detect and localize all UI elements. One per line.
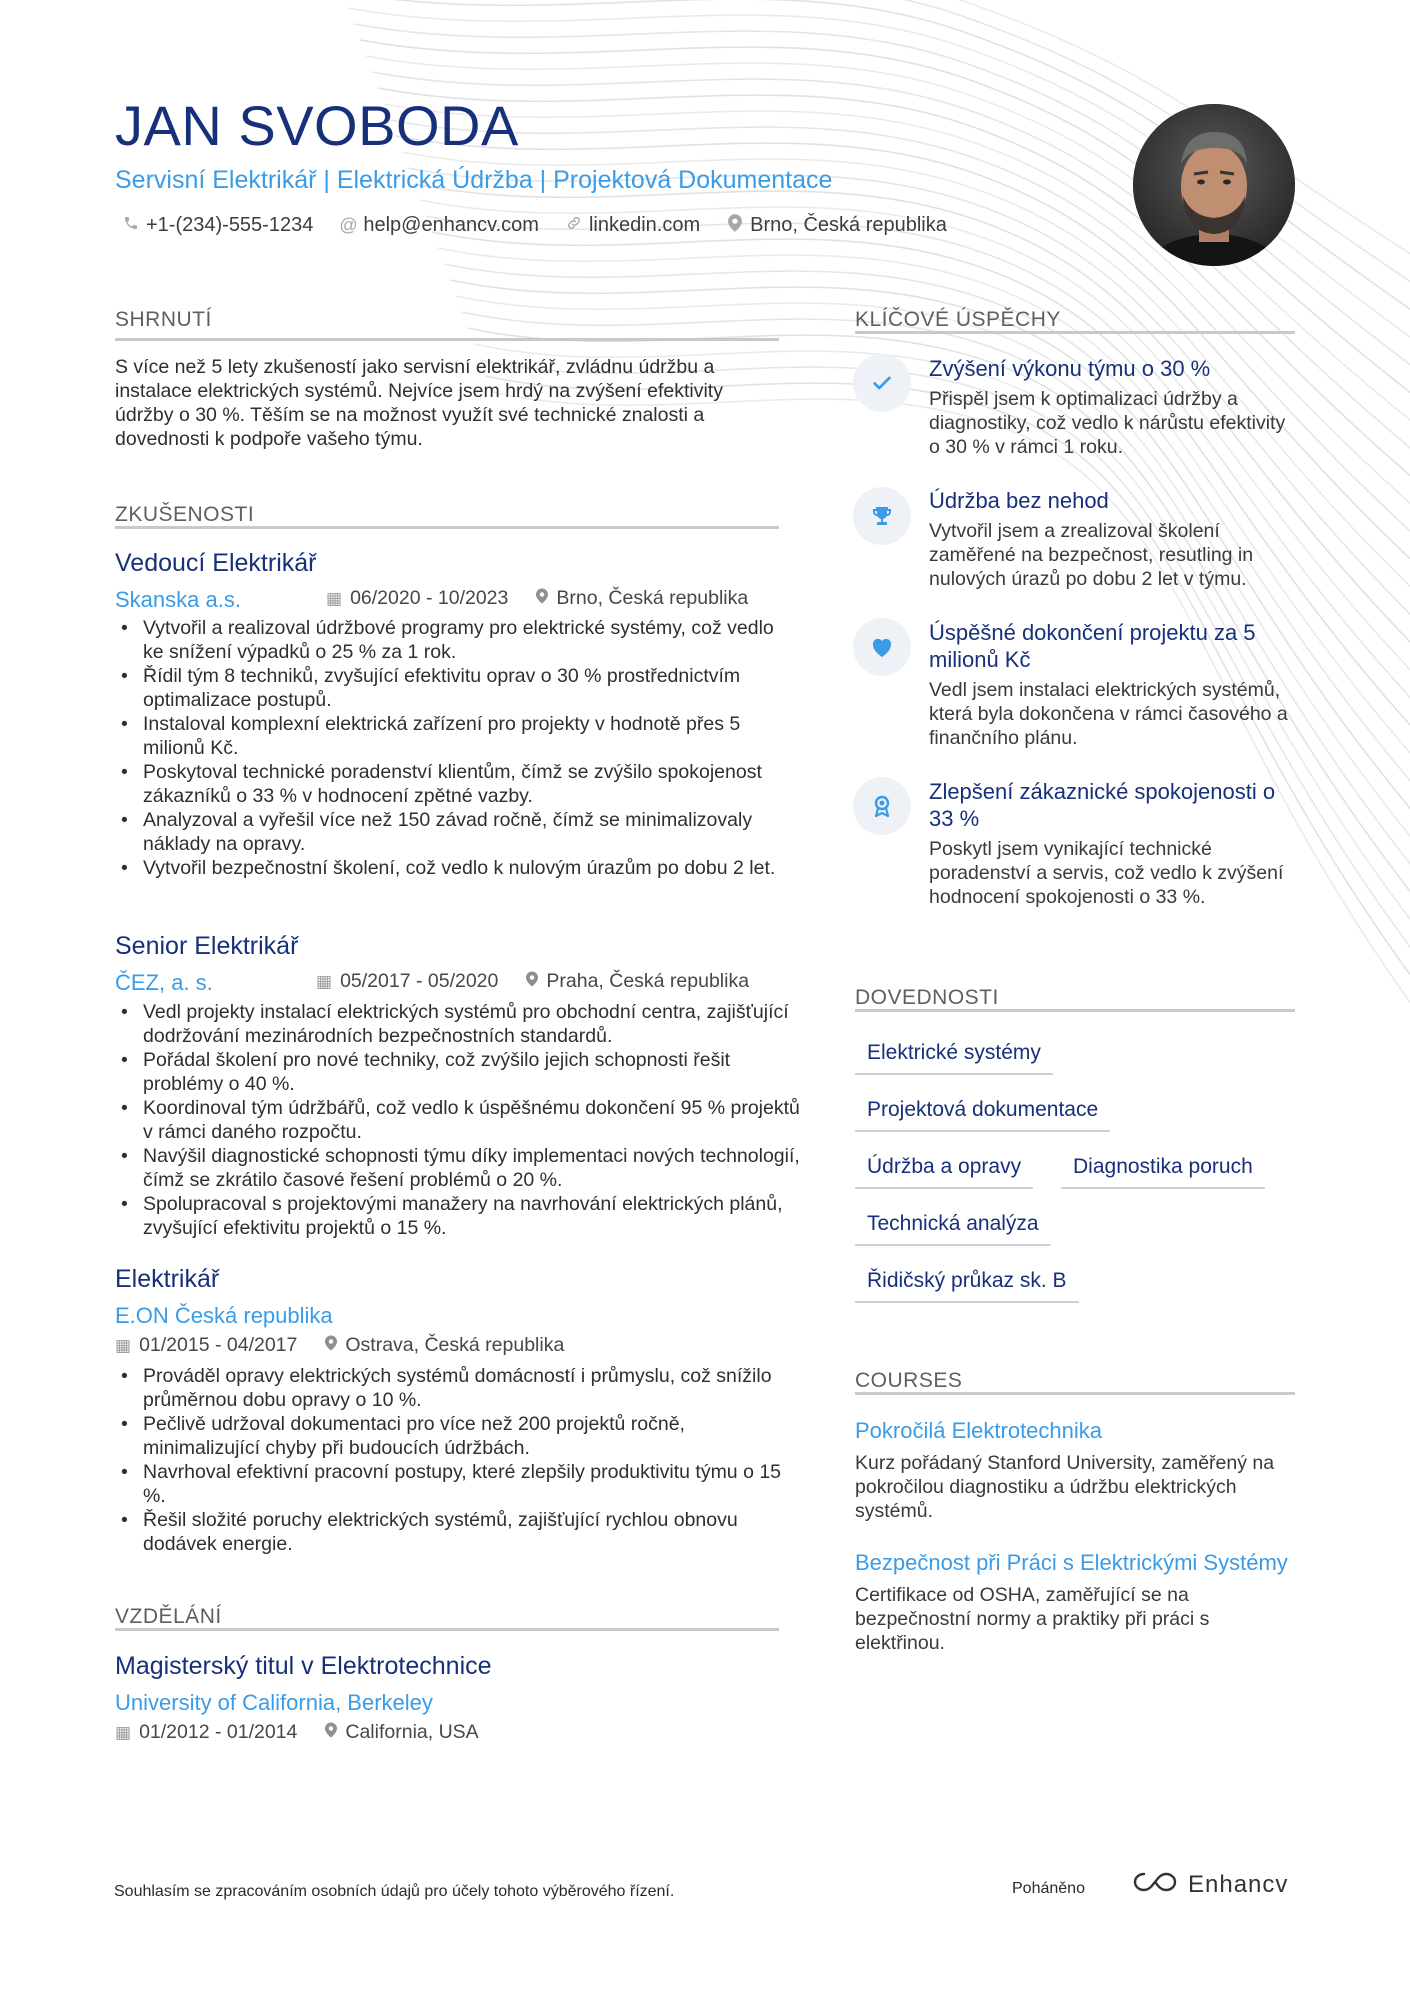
job-dates [316, 970, 498, 993]
email-text: help@enhancv.com [363, 214, 539, 236]
location-text: California, USA [345, 1721, 479, 1743]
school-name: University of California, Berkeley [115, 1690, 433, 1715]
contact-linkedin[interactable] [565, 214, 700, 237]
education-heading: VZDĚLÁNÍ [115, 1605, 222, 1628]
infinity-logo-icon [1132, 1870, 1178, 1899]
skill-tag: Diagnostika poruch [1061, 1155, 1265, 1189]
calendar-icon: ▦ [326, 588, 343, 608]
dates-text: 05/2017 - 05/2020 [340, 970, 499, 992]
dates-text: 01/2012 - 01/2014 [139, 1721, 298, 1743]
heart-icon [853, 618, 911, 676]
skill-tag: Technická analýza [855, 1212, 1051, 1246]
candidate-headline: Servisní Elektrikář | Elektrická Údržba | Projektová Dokumentace [115, 166, 833, 194]
award-icon [853, 777, 911, 835]
achievement-desc: Vedl jsem instalaci elektrických systémů, která byla dokončena v rámci časového a finančního plánu. [929, 679, 1288, 749]
location-text: Brno, Česká republika [556, 587, 749, 609]
achievement-title: Zlepšení zákaznické spokojenosti o 33 % [929, 779, 1276, 831]
map-pin-icon [726, 214, 744, 237]
map-pin-icon [325, 1722, 337, 1743]
list-item: • Pořádal školení pro nové techniky, což zvýšilo jejich schopnosti řešit problémy o 40 %. [143, 1048, 803, 1096]
calendar-icon: ▦ [316, 971, 333, 991]
contact-phone[interactable] [122, 214, 313, 237]
course-title: Bezpečnost při Práci s Elektrickými Systémy [855, 1550, 1288, 1575]
map-pin-icon [325, 1335, 337, 1356]
check-icon [853, 354, 911, 412]
job-location [526, 970, 749, 993]
education-location [325, 1721, 478, 1744]
course-title: Pokročilá Elektrotechnika [855, 1418, 1103, 1443]
experience-heading: ZKUŠENOSTI [115, 503, 255, 526]
company-name: E.ON Česká republika [115, 1303, 333, 1328]
list-item: • Řešil složité poruchy elektrických systémů, zajišťující rychlou obnovu dodávek energie. [143, 1508, 803, 1556]
brand-name: Enhancv [1188, 1870, 1289, 1898]
linkedin-text: linkedin.com [588, 214, 701, 236]
location-text: Ostrava, Česká republika [345, 1334, 565, 1356]
job-meta [115, 1334, 564, 1357]
candidate-name: JAN SVOBODA [115, 94, 519, 157]
course-desc: Kurz pořádaný Stanford University, zaměřený na pokročilou diagnostiku a údržbu elektrických systémů. [855, 1452, 1275, 1522]
list-item: • Vytvořil bezpečnostní školení, což vedlo k nulovým úrazům po dobu 2 let. [143, 856, 783, 880]
achievement-desc: Poskytl jsem vynikající technické poradenství a servis, což vedlo k zvýšení hodnocení spokojenosti o 33 %. [929, 838, 1284, 908]
trophy-icon [853, 487, 911, 545]
courses-divider [855, 1392, 1295, 1395]
enhancv-logo[interactable] [1132, 1870, 1288, 1899]
degree-title: Magisterský titul v Elektrotechnice [115, 1652, 492, 1680]
list-item: • Vedl projekty instalací elektrických systémů pro obchodní centra, zajišťující dodržování mezinárodních bezpečnostních standardů. [143, 1000, 803, 1048]
job-title: Vedoucí Elektrikář [115, 549, 317, 577]
list-item: • Prováděl opravy elektrických systémů domácností i průmyslu, což snížilo průměrnou dobu opravy o 10 %. [143, 1364, 803, 1412]
list-item: • Pečlivě udržoval dokumentaci pro více než 200 projektů ročně, minimalizující chyby při budoucích údržbách. [143, 1412, 803, 1460]
map-pin-icon [536, 588, 548, 609]
contact-email[interactable] [339, 214, 539, 237]
skills-divider [855, 1009, 1295, 1012]
achievement-title: Zvýšení výkonu týmu o 30 % [929, 356, 1211, 381]
job-meta [316, 970, 749, 993]
phone-text: +1-(234)-555-1234 [146, 214, 314, 236]
job-title: Elektrikář [115, 1265, 220, 1293]
skill-tag: Elektrické systémy [855, 1041, 1053, 1075]
summary-text: S více než 5 lety zkušeností jako servisní elektrikář, zvládnu údržbu a instalace elektrických systémů. Nejvíce jsem hrdý na zvýšení efektivity údržby o 30 %. Těším se na možnost využít své technické znalosti a dovednosti k podpoře vašeho týmu. [115, 356, 723, 450]
link-icon [565, 215, 583, 236]
job-location [536, 587, 748, 610]
consent-note: Souhlasím se zpracováním osobních údajů pro účely tohoto výběrového řízení. [114, 1883, 675, 1900]
summary-divider [115, 338, 779, 341]
achievements-divider [855, 331, 1295, 334]
phone-icon [122, 215, 140, 236]
list-item: • Vytvořil a realizoval údržbové programy pro elektrické systémy, což vedlo ke snížení výpadků o 25 % za 1 rok. [143, 616, 783, 664]
job-bullets [115, 1000, 803, 1240]
job-bullets [115, 616, 783, 880]
achievement-desc: Vytvořil jsem a zrealizoval školení zaměřené na bezpečnost, resutling in nulových úrazů po dobu 2 let v týmu. [929, 520, 1254, 590]
job-dates [326, 587, 508, 610]
education-dates [115, 1721, 297, 1744]
skill-tag: Řidičský průkaz sk. B [855, 1269, 1079, 1303]
job-location [325, 1334, 564, 1357]
location-text: Brno, Česká republika [750, 214, 947, 236]
summary-heading: SHRNUTÍ [115, 308, 212, 331]
job-bullets [115, 1364, 803, 1556]
location-text: Praha, Česká republika [546, 970, 750, 992]
list-item: • Instaloval komplexní elektrická zařízení pro projekty v hodnotě přes 5 milionů Kč. [143, 712, 783, 760]
education-meta [115, 1721, 479, 1744]
profile-photo [1133, 104, 1295, 266]
at-sign-icon: @ [339, 215, 358, 235]
dates-text: 06/2020 - 10/2023 [350, 587, 509, 609]
list-item: • Spolupracoval s projektovými manažery na navrhování elektrických plánů, zvyšující efektivitu projektů o 15 %. [143, 1192, 803, 1240]
calendar-icon: ▦ [115, 1722, 132, 1742]
achievement-title: Úspěšné dokončení projektu za 5 milionů Kč [929, 620, 1256, 672]
job-title: Senior Elektrikář [115, 932, 299, 960]
education-divider [115, 1628, 779, 1631]
job-dates [115, 1334, 297, 1357]
job-meta [326, 587, 748, 610]
list-item: • Navýšil diagnostické schopnosti týmu díky implementaci nových technologií, čímž se zkrátilo časové řešení problémů o 20 %. [143, 1144, 803, 1192]
achievement-title: Údržba bez nehod [929, 488, 1109, 513]
skill-tag: Údržba a opravy [855, 1155, 1033, 1189]
powered-by-label: Poháněno [1012, 1880, 1085, 1897]
skills-heading: DOVEDNOSTI [855, 986, 999, 1009]
map-pin-icon [526, 971, 538, 992]
dates-text: 01/2015 - 04/2017 [139, 1334, 298, 1356]
experience-divider [115, 526, 779, 529]
company-name: ČEZ, a. s. [115, 970, 213, 995]
skill-tag: Projektová dokumentace [855, 1098, 1110, 1132]
achievement-desc: Přispěl jsem k optimalizaci údržby a diagnostiky, což vedlo k nárůstu efektivity o 30 % v rámci 1 roku. [929, 388, 1286, 458]
list-item: • Řídil tým 8 techniků, zvyšující efektivitu oprav o 30 % prostřednictvím optimalizace postupů. [143, 664, 783, 712]
contact-location [726, 214, 947, 237]
course-desc: Certifikace od OSHA, zaměřující se na bezpečnostní normy a praktiky při práci s elektřinou. [855, 1584, 1210, 1654]
list-item: • Poskytoval technické poradenství klientům, čímž se zvýšilo spokojenost zákazníků o 33 % v hodnocení zpětné vazby. [143, 760, 783, 808]
list-item: • Analyzoval a vyřešil více než 150 závad ročně, čímž se minimalizovaly náklady na opravy. [143, 808, 783, 856]
achievements-heading: KLÍČOVÉ ÚSPĚCHY [855, 308, 1061, 331]
list-item: • Koordinoval tým údržbářů, což vedlo k úspěšnému dokončení 95 % projektů v rámci daného rozpočtu. [143, 1096, 803, 1144]
company-name: Skanska a.s. [115, 587, 241, 612]
list-item: • Navrhoval efektivní pracovní postupy, které zlepšily produktivitu týmu o 15 %. [143, 1460, 803, 1508]
courses-heading: COURSES [855, 1369, 963, 1392]
contact-bar [122, 214, 947, 237]
calendar-icon: ▦ [115, 1335, 132, 1355]
